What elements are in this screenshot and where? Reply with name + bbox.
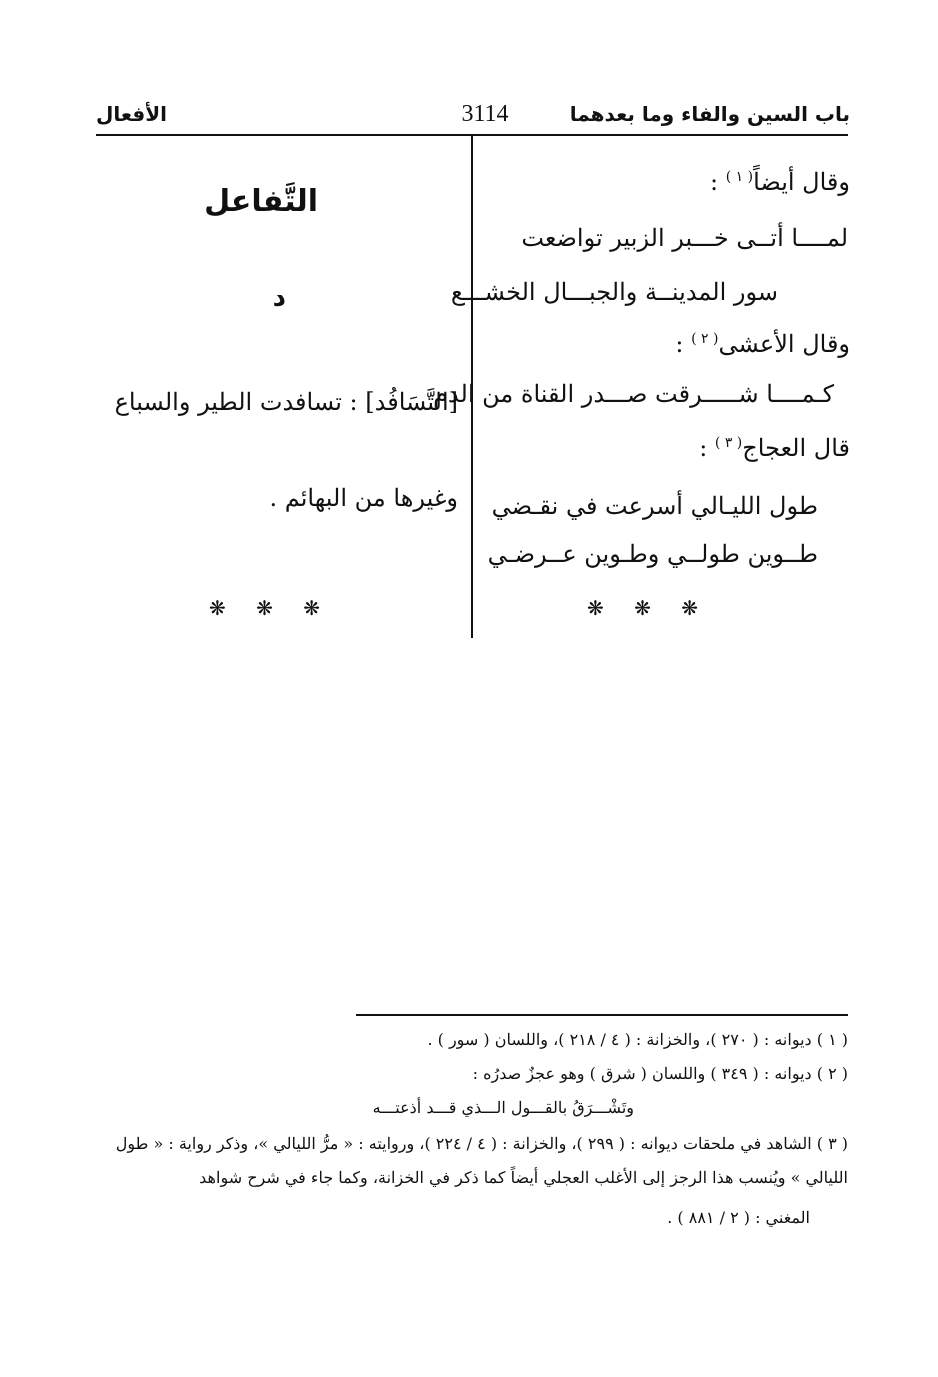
footnote-rule xyxy=(356,1014,848,1016)
verse-line-2: سور المدينــة والجبـــال الخشـــع xyxy=(450,278,778,306)
page-number: 3114 xyxy=(461,101,509,127)
right-line-1 xyxy=(710,162,850,202)
footnote-ref-2[interactable]: ( ٢ ) xyxy=(691,331,719,347)
colon: : xyxy=(675,330,692,358)
footnote-3-line-3: المغني : ( ٢ / ٨٨١ ) . xyxy=(667,1208,810,1227)
speaker-label: وقال أيضاً xyxy=(753,168,850,196)
footnote-2: ( ٢ ) ديوانه : ( ٣٤٩ ) واللسان ( شرق ) وهو عجزٌ صدرُه : xyxy=(472,1064,848,1083)
speaker-label: قال العجاج xyxy=(742,434,850,462)
verse-line-4: طول الليـالي أسرعت في نقـضي xyxy=(491,492,818,520)
right-line-6 xyxy=(699,428,850,468)
footnote-ref-3[interactable]: ( ٣ ) xyxy=(714,435,743,451)
section-separator-left: ❋ ❋ ❋ xyxy=(209,596,332,620)
dictionary-entry-line-2: وغيرها من البهائم . xyxy=(269,484,458,512)
verse-line-3: كـمــــا شـــــرقت صـــدر القناة من الدم xyxy=(433,380,834,408)
footnote-ref-1[interactable]: ( ١ ) xyxy=(725,169,754,185)
letter-heading: د xyxy=(272,283,286,313)
colon: : xyxy=(699,434,715,462)
verse-line-5: طــوين طولــي وطـوين عــرضـي xyxy=(487,540,818,568)
header-section-title: الأفعال xyxy=(96,102,167,126)
right-line-4 xyxy=(675,324,850,364)
footnote-3-line-2: الليالي » ويُنسب هذا الرجز إلى الأغلب العجلي أيضاً كما ذكر في الخزانة، وكما جاء في شرح شواهد xyxy=(199,1168,848,1187)
speaker-label: وقال الأعشى xyxy=(718,330,850,358)
footnote-2-verse: وتَشْـــرَقُ بالقـــول الـــذي قـــد أذعتـــه xyxy=(372,1098,634,1117)
section-separator-right: ❋ ❋ ❋ xyxy=(587,596,710,620)
footnote-1: ( ١ ) ديوانه : ( ٢٧٠ )، والخزانة : ( ٤ / ٢١٨ )، واللسان ( سور ) . xyxy=(427,1030,848,1049)
colon: : xyxy=(709,168,726,196)
verse-line-1: لمــــا أتــى خـــبر الزبير تواضعت xyxy=(521,224,848,252)
section-title: التَّفاعل xyxy=(204,184,318,219)
dictionary-entry-line-1: [التَّسَافُد] : تسافدت الطير والسباع xyxy=(114,388,458,416)
footnote-3-line-1: ( ٣ ) الشاهد في ملحقات ديوانه : ( ٢٩٩ )، والخزانة : ( ٤ / ٢٢٤ )، وروايته : « مرُّ الليالي »، وذكر رواية : « طول xyxy=(115,1134,848,1153)
header-chapter-title: باب السين والفاء وما بعدهما xyxy=(569,102,850,126)
